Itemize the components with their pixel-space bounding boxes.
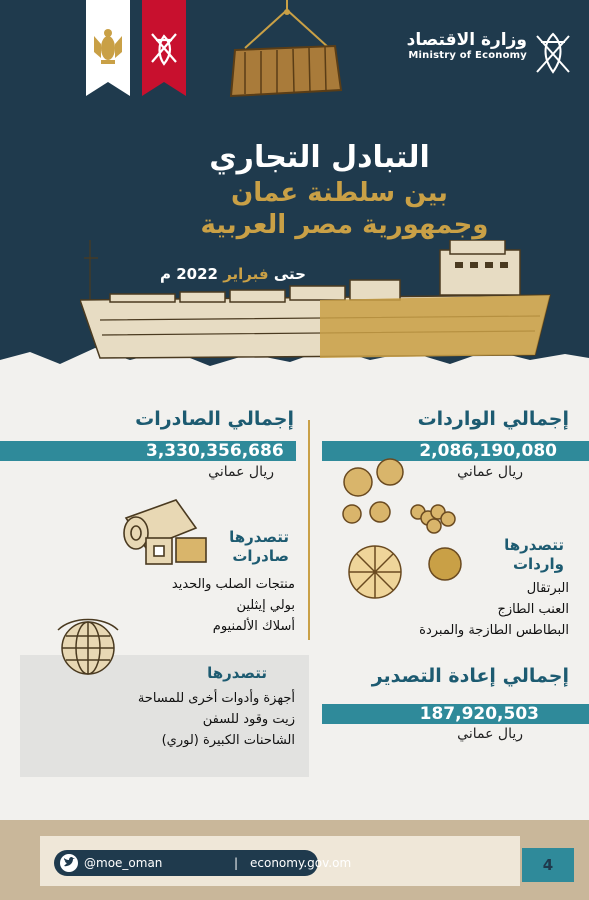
twitter-handle-link[interactable]: @moe_oman	[84, 856, 163, 870]
column-divider	[308, 420, 310, 640]
list-item: البرتقال	[526, 581, 569, 596]
oman-flag	[142, 0, 186, 96]
oman-emblem-icon	[531, 28, 575, 76]
website-link[interactable]: economy.gov.om	[250, 856, 352, 870]
title-line-2: بين سلطنة عمان	[231, 178, 448, 208]
cargo-container-icon	[205, 0, 355, 110]
list-item: أسلاك الألمنيوم	[212, 619, 295, 634]
list-item: العنب الطازج	[497, 602, 569, 617]
imports-value: 2,086,190,080	[419, 441, 557, 461]
list-item: أجهزة وأدوات أخرى للمساحة	[137, 691, 295, 706]
ministry-name-ar: وزارة الاقتصاد	[406, 30, 527, 50]
list-item: البطاطس الطازجة والمبردة	[419, 623, 569, 638]
reexports-value: 187,920,503	[419, 704, 539, 724]
reexports-unit: ريال عماني	[457, 726, 523, 742]
exports-value-bar	[0, 441, 296, 461]
period-prefix: حتى	[273, 265, 306, 283]
steel-pipes-icon	[106, 498, 226, 578]
eagle-emblem-icon	[94, 29, 122, 64]
reexports-title: إجمالي إعادة التصدير	[371, 665, 569, 687]
imports-unit: ريال عماني	[457, 464, 523, 480]
list-item: منتجات الصلب والحديد	[171, 577, 295, 592]
khanjar-emblem-icon	[152, 34, 176, 64]
globe-icon	[52, 612, 124, 684]
ministry-name-en: Ministry of Economy	[408, 50, 527, 61]
page-number: 4	[522, 848, 574, 882]
cargo-ship-icon	[80, 240, 570, 370]
footer-contact-bar	[54, 850, 352, 876]
twitter-icon[interactable]	[60, 854, 78, 872]
exports-list	[172, 574, 295, 637]
period-year: 2022 م	[160, 265, 218, 283]
title-line-1: التبادل التجاري	[209, 140, 430, 175]
exports-value: 3,330,356,686	[146, 441, 284, 461]
list-item: زيت وقود للسفن	[202, 712, 295, 727]
imports-title: إجمالي الواردات	[417, 408, 569, 430]
list-item: الشاحنات الكبيرة (لوري)	[161, 733, 295, 748]
egypt-flag	[86, 0, 130, 96]
reexports-value-bar	[322, 704, 589, 724]
ministry-logo	[407, 30, 527, 61]
reexports-top-label: تتصدرها	[207, 664, 267, 682]
exports-top-label: تتصدرها صادرات	[229, 528, 289, 565]
footer-separator: |	[234, 856, 239, 870]
period-month: فبراير	[223, 265, 269, 283]
reexports-list	[138, 688, 295, 751]
imports-list	[419, 578, 569, 641]
exports-unit: ريال عماني	[208, 464, 274, 480]
exports-title: إجمالي الصادرات	[135, 408, 294, 430]
imports-top-label: تتصدرها واردات	[504, 536, 564, 573]
list-item: بولي إيثلين	[236, 598, 295, 613]
title-line-3: وجمهورية مصر العربية	[200, 210, 489, 240]
